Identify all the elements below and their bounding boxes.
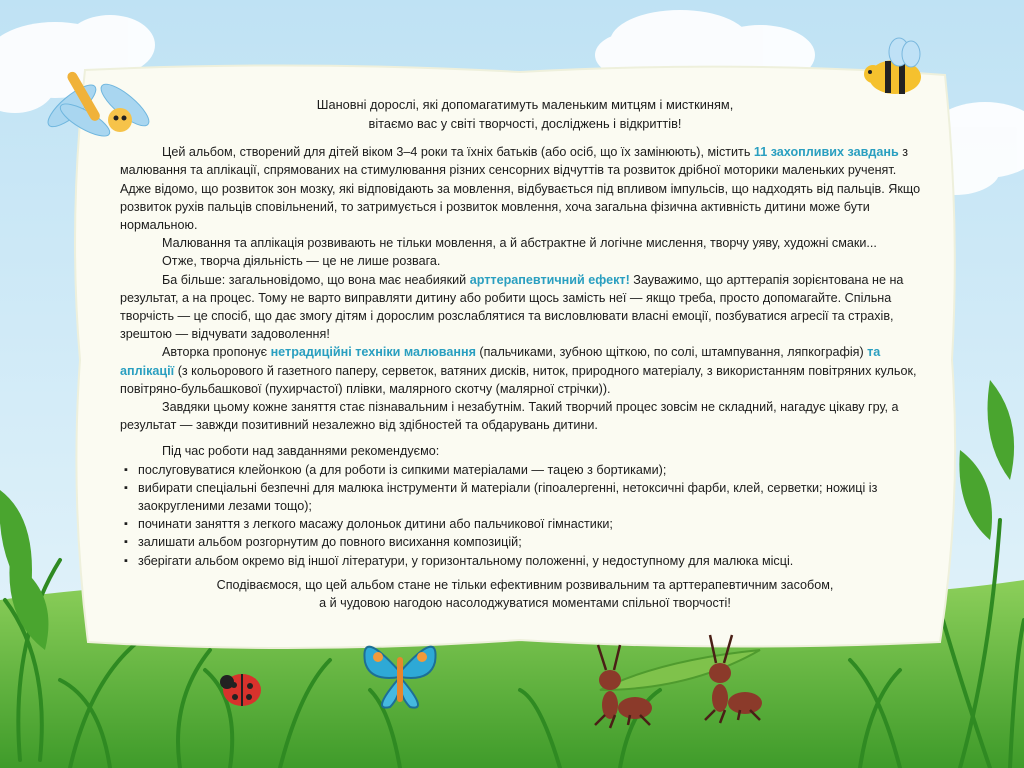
paragraph-result: Завдяки цьому кожне заняття стає пізнавальним і незабутнім. Такий творчий процес зовсім не складний, нагадує цікаву гру, а результат — завжди позитивний незалежно від здібностей та обдарувань дитини. bbox=[120, 400, 899, 433]
paragraph-creativity: Отже, творча діяльність — це не лише розвага. bbox=[162, 254, 441, 269]
text-run: (з кольорового й газетного паперу, серветок, ватяних дисків, ниток, природного матеріалу, з використанням повітряних кульок, повітряно-бульбашкової (пухирчастої) плівки, малярного скотчу (малярної стрічки)). bbox=[120, 363, 917, 396]
text-run: Цей альбом, створений для дітей віком 3–4 роки та їхніх батьків (або осіб, що їх замінюють), містить bbox=[162, 145, 754, 160]
closing-line: Сподіваємося, що цей альбом стане не тільки ефективним розвивальним та арттерапевтичним засобом, bbox=[216, 577, 834, 592]
text-run: Зауважимо, що арттерапія зорієнтована не на результат, а на процес. Тому не варто виправляти дитину або робити щось замість неї — якщо треба, просто допомагайте. Спільна творчість — це спосіб, що дає змогу дітям і дорослим розслаблятися та висловлювати власні емоції, позбуватися агресії та страхів, зрештою — відчувати задоволення! bbox=[120, 272, 904, 342]
greeting bbox=[120, 96, 930, 133]
text-run: (пальчиками, зубною щіткою, по солі, штампування, ляпкографія) bbox=[475, 345, 868, 360]
text-run: з малювання та аплікації, спрямованих на стимулювання різних сенсорних відчуттів та розвиток дрібної моторики маленьких рученят. Адже відомо, що розвиток зон мозку, які відповідають за мовлення, відбувається під впливом імпульсів, що надходять від пальців. Якщо розвиток рухів пальців сповільнений, то затримується і розвиток мовлення, хоча загальна фізична активність дитини може бути нормальною. bbox=[120, 145, 921, 232]
highlight-applique: та аплікації bbox=[120, 345, 881, 378]
list-item: ▪ зберігати альбом окремо від іншої літератури, у горизонтальному положенні, у недоступному для малюка місці. bbox=[124, 552, 930, 570]
closing-line: а й чудовою нагодою насолоджуватися моментами спільної творчості! bbox=[319, 596, 731, 611]
recommendations-intro: Під час роботи над завданнями рекомендуємо: bbox=[162, 444, 440, 459]
greeting-line: Шановні дорослі, які допомагатимуть маленьким митцям і мисткиням, bbox=[316, 97, 734, 112]
list-item: ▪ починати заняття з легкого масажу долоньок дитини або пальчикової гімнастики; bbox=[124, 515, 930, 533]
highlight-tasks: 11 захопливих завдань bbox=[753, 145, 899, 160]
highlight-techniques: нетрадиційні техніки малювання bbox=[270, 345, 476, 360]
list-item: ▪ послуговуватися клейонкою (а для роботи із сипкими матеріалами — тацею з бортиками); bbox=[124, 461, 930, 479]
recommendations-list bbox=[120, 461, 930, 570]
text-run: Авторка пропонує bbox=[162, 345, 271, 360]
list-item: ▪ залишати альбом розгорнутим до повного висихання композицій; bbox=[124, 533, 930, 551]
text-run: Ба більше: загальновідомо, що вона має неабиякий bbox=[162, 272, 470, 287]
closing bbox=[120, 576, 930, 612]
highlight-arttherapy: арттерапевтичний ефект! bbox=[469, 272, 630, 287]
intro-card bbox=[78, 78, 944, 638]
paragraph-techniques bbox=[120, 343, 930, 398]
paragraph-arttherapy bbox=[120, 271, 930, 344]
greeting-line: вітаємо вас у світі творчості, досліджень і відкриттів! bbox=[368, 115, 682, 131]
list-item: ▪ вибирати спеціальні безпечні для малюка інструменти й матеріали (гіпоалергенні, нетоксичні фарби, клей, серветки; ножиці із заокругленими лезами тощо); bbox=[124, 479, 930, 515]
paragraph-intro bbox=[120, 143, 930, 234]
paragraph-development: Малювання та аплікація розвивають не тільки мовлення, а й абстрактне й логічне мислення, творчу уяву, художні смаки... bbox=[162, 236, 877, 251]
